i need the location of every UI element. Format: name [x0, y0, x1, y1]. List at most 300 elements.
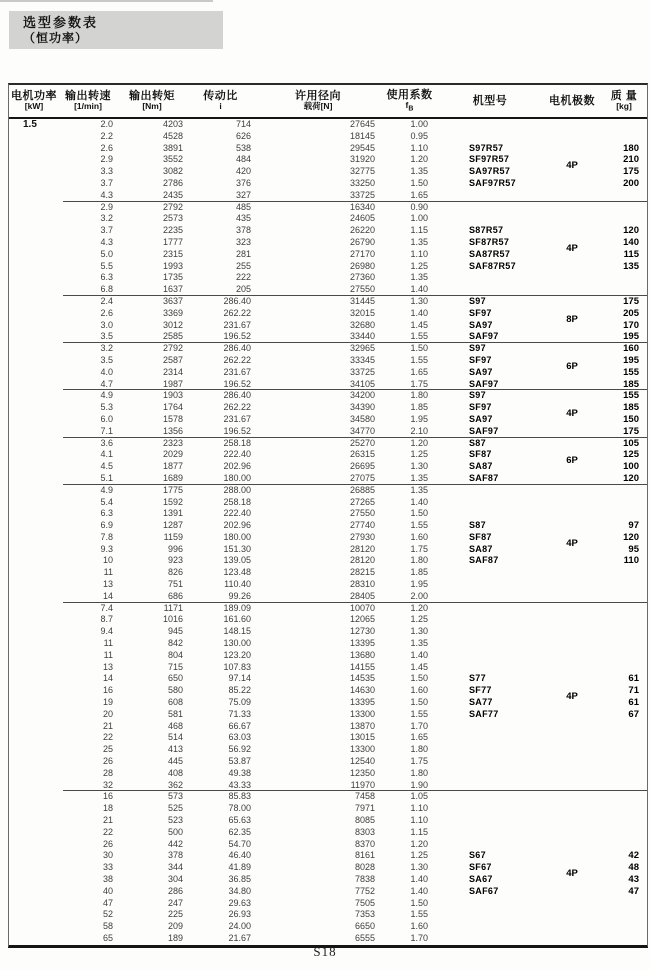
cell-output-speed: 7.4	[100, 602, 113, 613]
table-row	[9, 886, 647, 898]
table-row	[9, 898, 647, 910]
cell-model	[437, 921, 543, 933]
cell-ratio: 255	[235, 260, 251, 271]
cell-mass	[601, 603, 647, 615]
cell-output-speed: 22	[102, 826, 113, 837]
cell-service-factor: 1.40	[410, 284, 428, 295]
poles-label: 8P	[566, 313, 578, 325]
cell-motor-power	[9, 650, 59, 662]
cell-output-speed: 3.7	[100, 177, 113, 188]
cell-model: S77	[469, 673, 486, 684]
table-row	[9, 732, 647, 744]
cell-motor-power	[9, 827, 59, 839]
cell-ratio: 262.22	[223, 307, 251, 318]
cell-motor-power	[9, 839, 59, 851]
cell-mass	[601, 131, 647, 143]
cell-radial-load: 33725	[349, 366, 375, 377]
table-row	[9, 555, 647, 567]
cell-ratio: 46.40	[228, 850, 251, 861]
cell-motor-power	[9, 567, 59, 579]
cell-ratio: 189.09	[223, 602, 251, 613]
cell-output-torque: 1764	[162, 402, 183, 413]
cell-radial-load: 27170	[349, 248, 375, 259]
cell-output-torque: 1356	[162, 425, 183, 436]
col-header-radial-load: 许用径向 载荷[N]	[295, 90, 341, 112]
cell-model	[437, 732, 543, 744]
cell-output-speed: 5.4	[100, 496, 113, 507]
cell-output-speed: 4.9	[100, 484, 113, 495]
cell-service-factor: 1.35	[410, 484, 428, 495]
cell-service-factor: 1.75	[410, 543, 428, 554]
cell-output-torque: 468	[167, 720, 183, 731]
cell-radial-load: 26315	[349, 449, 375, 460]
cell-output-speed: 16	[102, 685, 113, 696]
cell-ratio: 123.20	[223, 649, 251, 660]
cell-output-torque: 3637	[162, 295, 183, 306]
cell-output-speed: 2.4	[100, 295, 113, 306]
cell-output-torque: 581	[167, 708, 183, 719]
cell-ratio: 65.63	[228, 815, 251, 826]
cell-output-speed: 2.6	[100, 307, 113, 318]
cell-model: SA77	[469, 697, 493, 708]
cell-motor-poles	[543, 909, 601, 921]
table-row	[9, 839, 647, 851]
cell-output-speed: 7.1	[100, 425, 113, 436]
cell-motor-power	[9, 166, 59, 178]
cell-ratio: 110.40	[224, 579, 251, 590]
cell-service-factor: 1.75	[410, 756, 428, 767]
cell-model: SA97R57	[469, 166, 511, 177]
cell-output-torque: 2585	[162, 331, 183, 342]
cell-ratio: 626	[235, 130, 251, 141]
table-row	[9, 143, 647, 155]
cell-motor-poles	[543, 803, 601, 815]
cell-output-torque: 1637	[162, 284, 183, 295]
cell-output-speed: 22	[102, 732, 113, 743]
cell-model: SA87R57	[469, 248, 511, 259]
cell-output-torque: 608	[167, 697, 183, 708]
cell-mass	[601, 933, 647, 945]
cell-output-torque: 286	[167, 885, 183, 896]
cell-output-torque: 1987	[162, 378, 183, 389]
cell-ratio: 71.33	[228, 708, 251, 719]
cell-output-torque: 445	[167, 756, 183, 767]
cell-mass	[601, 272, 647, 284]
cell-radial-load: 8161	[354, 850, 375, 861]
cell-model: SF67	[469, 862, 492, 873]
cell-motor-poles	[543, 555, 601, 567]
cell-ratio: 258.18	[223, 437, 251, 448]
cell-motor-poles	[543, 827, 601, 839]
cell-ratio: 286.40	[223, 390, 251, 401]
table-row	[9, 756, 647, 768]
cell-model: SAF97R57	[469, 177, 516, 188]
cell-ratio: 36.85	[228, 874, 251, 884]
cell-motor-power	[9, 225, 59, 237]
cell-mass: 100	[623, 461, 639, 473]
cell-ratio: 148.15	[223, 626, 251, 637]
cell-model: SA97	[469, 319, 493, 330]
cell-output-speed: 20	[102, 708, 113, 719]
cell-radial-load: 34200	[349, 390, 375, 401]
table-row	[9, 909, 647, 921]
cell-mass	[601, 721, 647, 733]
cell-mass: 120	[623, 225, 639, 237]
cell-radial-load: 12065	[349, 614, 375, 625]
cell-ratio: 21.67	[228, 932, 251, 943]
cell-output-torque: 413	[167, 744, 183, 755]
cell-service-factor: 1.25	[410, 850, 428, 861]
table-row	[9, 119, 647, 131]
table-row	[9, 202, 647, 214]
cell-output-torque: 1775	[162, 484, 183, 495]
cell-motor-power	[9, 131, 59, 143]
cell-motor-power	[9, 284, 59, 296]
cell-service-factor: 1.20	[410, 838, 428, 849]
table-row	[9, 131, 647, 143]
cell-motor-power	[9, 862, 59, 874]
cell-output-speed: 2.9	[100, 201, 113, 212]
cell-mass: 175	[623, 425, 639, 437]
cell-motor-power	[9, 744, 59, 756]
cell-output-torque: 514	[167, 732, 183, 743]
cell-model: SF97	[469, 307, 492, 318]
cell-radial-load: 34580	[349, 413, 375, 424]
cell-motor-poles	[543, 272, 601, 284]
cell-radial-load: 28120	[349, 555, 375, 566]
cell-output-speed: 65	[102, 932, 113, 943]
cell-output-torque: 3012	[162, 319, 183, 330]
table-row	[9, 791, 647, 803]
cell-service-factor: 0.90	[410, 201, 428, 212]
cell-output-torque: 1016	[162, 614, 183, 625]
cell-mass	[601, 213, 647, 225]
cell-mass	[601, 626, 647, 638]
cell-radial-load: 13395	[349, 638, 375, 649]
cell-ratio: 139.05	[223, 555, 251, 566]
cell-motor-power	[9, 202, 59, 214]
cell-radial-load: 27550	[349, 508, 375, 519]
cell-output-speed: 58	[102, 921, 113, 932]
cell-motor-power	[9, 626, 59, 638]
cell-output-speed: 3.2	[100, 343, 113, 354]
cell-service-factor: 1.60	[410, 531, 428, 542]
cell-motor-power	[9, 732, 59, 744]
cell-output-speed: 4.3	[100, 189, 113, 200]
cell-output-speed: 4.5	[100, 461, 113, 472]
page-number: S18	[313, 944, 337, 959]
cell-output-speed: 3.3	[100, 166, 113, 177]
cell-mass	[601, 921, 647, 933]
cell-service-factor: 1.50	[410, 343, 428, 354]
cell-ratio: 26.93	[228, 909, 251, 920]
cell-output-torque: 3369	[162, 307, 183, 318]
cell-motor-power	[9, 921, 59, 933]
cell-radial-load: 8303	[354, 826, 375, 837]
table-row	[9, 178, 647, 190]
cell-ratio: 202.96	[223, 520, 251, 531]
cell-model: SF87R57	[469, 236, 510, 247]
cell-motor-poles	[543, 567, 601, 579]
cell-service-factor: 1.35	[410, 166, 428, 177]
cell-output-torque: 2315	[162, 248, 183, 259]
cell-model: SF97	[469, 354, 492, 365]
col-header-service-factor: 使用系数 $f_B$	[386, 88, 433, 113]
cell-model: S67	[469, 850, 486, 861]
table-row	[9, 721, 647, 733]
cell-radial-load: 12350	[349, 767, 375, 778]
page-title: 选型参数表	[23, 15, 99, 30]
cell-motor-poles	[543, 579, 601, 591]
cell-motor-power	[9, 379, 59, 391]
cell-output-speed: 25	[102, 744, 113, 755]
cell-ratio: 85.83	[228, 791, 251, 802]
cell-service-factor: 1.55	[410, 708, 428, 719]
cell-ratio: 435	[235, 213, 251, 224]
cell-ratio: 231.67	[223, 319, 251, 330]
cell-model: SF87	[469, 449, 492, 460]
cell-motor-power	[9, 791, 59, 803]
cell-service-factor: 1.95	[410, 413, 428, 424]
cell-radial-load: 7353	[354, 909, 375, 920]
cell-ratio: 78.00	[228, 803, 251, 814]
cell-service-factor: 1.50	[410, 697, 428, 708]
cell-ratio: 196.52	[223, 331, 251, 342]
table-row	[9, 272, 647, 284]
cell-mass: 185	[623, 378, 639, 390]
poles-label: 6P	[566, 455, 578, 467]
cell-output-speed: 5.5	[100, 260, 113, 271]
cell-radial-load: 33250	[349, 177, 375, 188]
cell-motor-power	[9, 508, 59, 520]
cell-motor-power	[9, 544, 59, 556]
cell-motor-power	[9, 555, 59, 567]
cell-model: SF87	[469, 531, 492, 542]
cell-mass	[601, 202, 647, 214]
cell-motor-power	[9, 473, 59, 485]
cell-output-torque: 2435	[162, 189, 183, 200]
cell-output-torque: 2235	[162, 225, 183, 236]
cell-output-torque: 580	[167, 685, 183, 696]
cell-service-factor: 1.20	[410, 602, 428, 613]
cell-radial-load: 33440	[349, 331, 375, 342]
top-rule	[0, 0, 213, 2]
cell-model	[437, 638, 543, 650]
cell-motor-power	[9, 485, 59, 497]
cell-motor-power: 1.5	[23, 119, 37, 130]
cell-model	[437, 626, 543, 638]
cell-service-factor: 1.45	[410, 661, 428, 672]
cell-motor-power	[9, 272, 59, 284]
cell-model: SAF87R57	[469, 260, 516, 271]
cell-mass: 61	[628, 697, 639, 709]
cell-model: S87	[469, 520, 486, 531]
cell-radial-load: 33725	[349, 189, 375, 200]
poles-label: 4P	[566, 160, 578, 172]
cell-motor-poles	[543, 673, 601, 685]
cell-ratio: 49.38	[228, 767, 251, 778]
cell-model	[437, 898, 543, 910]
cell-ratio: 222.40	[223, 449, 251, 460]
cell-mass: 185	[623, 402, 639, 414]
cell-service-factor: 1.30	[410, 295, 428, 306]
cell-output-speed: 2.0	[100, 119, 113, 129]
title-block	[9, 11, 223, 49]
cell-ratio: 63.03	[228, 732, 251, 743]
cell-motor-power	[9, 449, 59, 461]
cell-motor-power	[9, 850, 59, 862]
cell-service-factor: 1.05	[410, 791, 428, 802]
cell-model	[437, 815, 543, 827]
cell-mass	[601, 497, 647, 509]
cell-output-torque: 189	[167, 932, 183, 943]
cell-motor-poles	[543, 225, 601, 237]
cell-output-torque: 378	[167, 850, 183, 861]
cell-model: SA97	[469, 366, 493, 377]
cell-radial-load: 32965	[349, 343, 375, 354]
cell-motor-power	[9, 331, 59, 343]
cell-motor-poles	[543, 732, 601, 744]
cell-output-speed: 3.5	[100, 331, 113, 342]
row-group	[9, 791, 647, 944]
cell-radial-load: 28215	[349, 567, 375, 578]
cell-output-speed: 3.7	[100, 225, 113, 236]
cell-motor-poles	[543, 886, 601, 898]
cell-model: SAF77	[469, 708, 499, 719]
cell-motor-poles	[543, 744, 601, 756]
cell-service-factor: 1.25	[410, 449, 428, 460]
cell-motor-power	[9, 756, 59, 768]
cell-service-factor: 1.00	[410, 119, 428, 129]
cell-motor-power	[9, 249, 59, 261]
cell-ratio: 85.22	[228, 685, 251, 696]
cell-service-factor: 1.15	[410, 225, 428, 236]
cell-radial-load: 13300	[349, 708, 375, 719]
cell-motor-power	[9, 886, 59, 898]
cell-output-speed: 14	[102, 673, 113, 684]
cell-service-factor: 1.10	[410, 142, 428, 153]
cell-model: SF97R57	[469, 154, 510, 165]
cell-model: SA67	[469, 874, 493, 884]
cell-service-factor: 0.95	[410, 130, 428, 141]
cell-ratio: 123.48	[223, 567, 251, 578]
cell-radial-load: 27930	[349, 531, 375, 542]
cell-ratio: 196.52	[223, 378, 251, 389]
cell-motor-power	[9, 603, 59, 615]
cell-model	[437, 614, 543, 626]
cell-output-torque: 826	[167, 567, 183, 578]
cell-radial-load: 7971	[354, 803, 375, 814]
cell-output-speed: 19	[102, 697, 113, 708]
cell-ratio: 262.22	[223, 402, 251, 413]
cell-model: S87R57	[469, 225, 504, 236]
cell-mass: 205	[623, 307, 639, 319]
cell-service-factor: 1.65	[410, 732, 428, 743]
cell-service-factor: 1.25	[410, 260, 428, 271]
cell-mass: 150	[623, 413, 639, 425]
cell-service-factor: 1.65	[410, 366, 428, 377]
cell-model	[437, 721, 543, 733]
cell-service-factor: 1.40	[410, 496, 428, 507]
table-row	[9, 520, 647, 532]
cell-mass: 48	[628, 862, 639, 874]
cell-motor-power	[9, 662, 59, 674]
cell-mass	[601, 662, 647, 674]
cell-radial-load: 13395	[349, 697, 375, 708]
table-row	[9, 744, 647, 756]
cell-mass: 47	[628, 885, 639, 897]
table-row	[9, 390, 647, 402]
cell-motor-poles	[543, 343, 601, 355]
cell-motor-power	[9, 355, 59, 367]
cell-motor-poles	[543, 768, 601, 780]
cell-motor-power	[9, 497, 59, 509]
cell-motor-power	[9, 178, 59, 190]
cell-mass: 120	[623, 472, 639, 484]
cell-output-speed: 33	[102, 862, 113, 873]
cell-service-factor: 1.55	[410, 909, 428, 920]
cell-radial-load: 27265	[349, 496, 375, 507]
cell-mass	[601, 815, 647, 827]
page-subtitle: （恒功率）	[23, 31, 89, 45]
row-group	[9, 485, 647, 603]
cell-motor-power	[9, 780, 59, 792]
cell-output-speed: 3.0	[100, 319, 113, 330]
cell-ratio: 24.00	[228, 921, 251, 932]
cell-motor-power	[9, 438, 59, 450]
cell-model	[437, 744, 543, 756]
cell-output-torque: 923	[167, 555, 183, 566]
table-row	[9, 815, 647, 827]
cell-motor-poles	[543, 921, 601, 933]
cell-motor-power	[9, 874, 59, 886]
cell-mass: 175	[623, 166, 639, 178]
cell-ratio: 130.00	[223, 638, 251, 649]
cell-model	[437, 827, 543, 839]
cell-service-factor: 1.30	[410, 626, 428, 637]
cell-mass: 120	[623, 531, 639, 543]
cell-motor-power	[9, 803, 59, 815]
table-row	[9, 673, 647, 685]
cell-mass: 105	[623, 437, 639, 449]
cell-radial-load: 13300	[349, 744, 375, 755]
cell-output-speed: 4.7	[100, 378, 113, 389]
col-header-model: 机型号	[472, 94, 508, 107]
cell-motor-power	[9, 532, 59, 544]
cell-service-factor: 1.35	[410, 638, 428, 649]
cell-ratio: 56.92	[228, 744, 251, 755]
cell-model	[437, 202, 543, 214]
cell-ratio: 54.70	[228, 838, 251, 849]
cell-output-speed: 4.3	[100, 236, 113, 247]
cell-motor-power	[9, 721, 59, 733]
cell-output-torque: 362	[167, 779, 183, 790]
cell-output-torque: 4528	[162, 130, 183, 141]
cell-mass	[601, 768, 647, 780]
cell-motor-poles	[543, 650, 601, 662]
table-row	[9, 803, 647, 815]
cell-output-speed: 3.6	[100, 437, 113, 448]
cell-service-factor: 1.40	[410, 307, 428, 318]
cell-output-speed: 6.3	[100, 508, 113, 519]
cell-radial-load: 28120	[349, 543, 375, 554]
cell-motor-power	[9, 685, 59, 697]
cell-ratio: 97.14	[228, 673, 251, 684]
cell-output-speed: 6.0	[100, 413, 113, 424]
cell-output-speed: 2.9	[100, 154, 113, 165]
cell-model: SA87	[469, 461, 493, 472]
cell-motor-power	[9, 697, 59, 709]
